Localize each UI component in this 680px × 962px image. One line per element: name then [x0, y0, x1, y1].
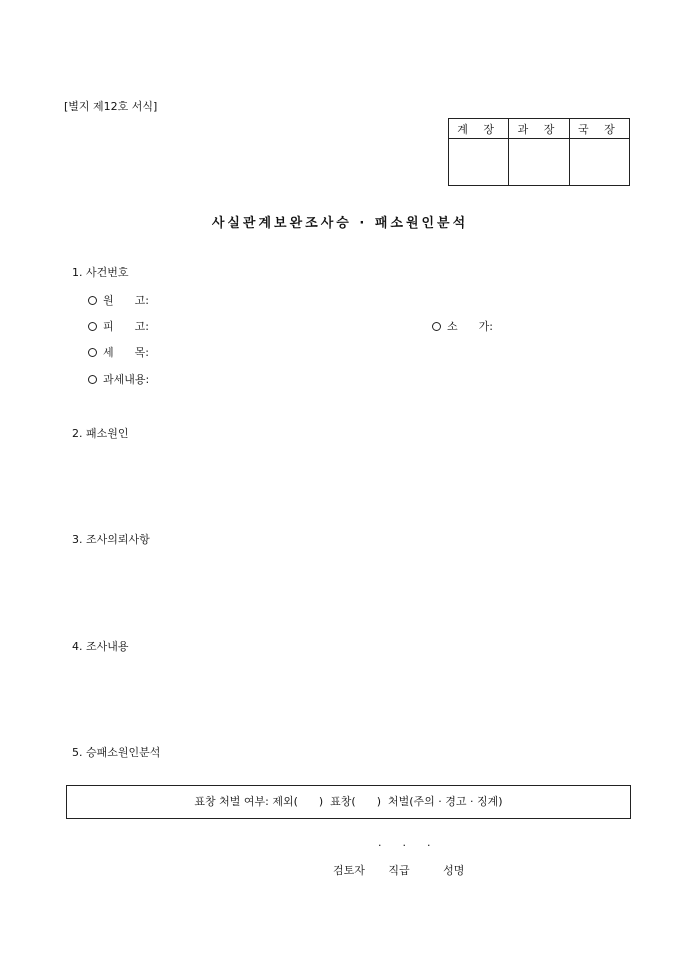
approval-sign-cell-team-leader	[449, 139, 509, 186]
award-disciplinary-text: 표창 처벌 여부: 제외( ) 표창( ) 처벌(주의 · 경고 · 징계)	[194, 795, 503, 808]
approval-header-section-chief: 과 장	[509, 119, 569, 139]
field-defendant	[88, 318, 149, 334]
field-tax-content	[88, 371, 149, 387]
circle-bullet-icon	[88, 375, 97, 384]
reviewer-label: 검토자	[333, 864, 365, 877]
circle-bullet-icon	[88, 322, 97, 331]
approval-header-director: 국 장	[569, 119, 629, 139]
approval-table	[448, 118, 630, 186]
circle-bullet-icon	[88, 348, 97, 357]
name-label: 성명	[443, 864, 465, 877]
document-title: 사실관계보완조사승 · 패소원인분석	[211, 216, 469, 231]
field-tax-item	[88, 344, 149, 360]
section-loss-cause: 2. 패소원인	[72, 427, 129, 440]
approval-sign-cell-section-chief	[509, 139, 569, 186]
signature-line	[333, 862, 464, 878]
section-investigation-request: 3. 조사의뢰사항	[72, 533, 150, 546]
field-plaintiff	[88, 292, 149, 308]
field-litigation-value-label: 소 가:	[447, 320, 493, 333]
field-tax-item-label: 세 목:	[103, 346, 149, 359]
section-case-number: 1. 사건번호	[72, 266, 129, 279]
approval-sign-cell-director	[569, 139, 629, 186]
circle-bullet-icon	[88, 296, 97, 305]
circle-bullet-icon	[432, 322, 441, 331]
section-outcome-analysis: 5. 승패소원인분석	[72, 746, 161, 759]
form-number: [별지 제12호 서식]	[64, 100, 158, 113]
section-investigation-content: 4. 조사내용	[72, 640, 129, 653]
field-plaintiff-label: 원 고:	[103, 294, 149, 307]
field-tax-content-label: 과세내용:	[103, 373, 150, 386]
field-defendant-label: 피 고:	[103, 320, 149, 333]
award-disciplinary-box	[66, 785, 631, 819]
approval-header-team-leader: 계 장	[449, 119, 509, 139]
field-litigation-value	[432, 318, 493, 334]
position-label: 직급	[388, 864, 410, 877]
date-placeholder: . . .	[378, 836, 431, 849]
